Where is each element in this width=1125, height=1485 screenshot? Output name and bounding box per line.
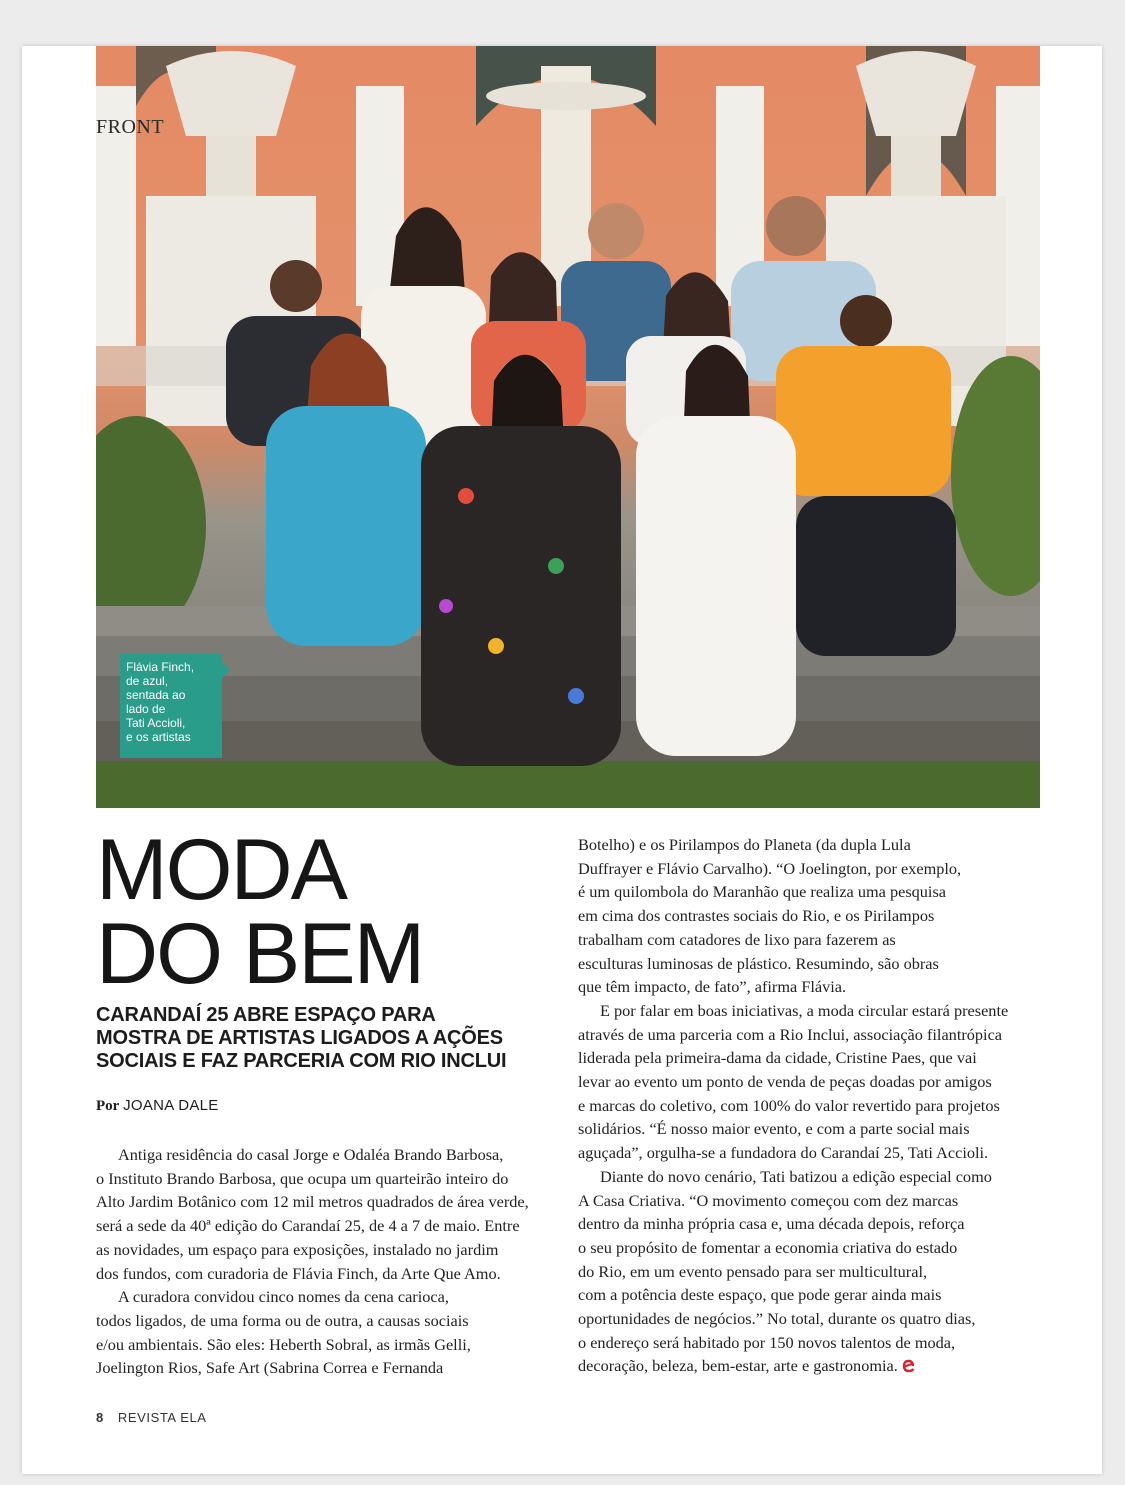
page-footer [96, 1410, 207, 1425]
photo-caption: Flávia Finch, de azul, sentada ao lado de Tati Accioli, e os artistas [120, 654, 222, 758]
page-number: 8 [96, 1410, 104, 1425]
section-label: FRONT [96, 116, 165, 138]
publication-name: REVISTA ELA [117, 1410, 207, 1425]
byline [96, 1097, 219, 1115]
headline: MODA DO BEM [96, 822, 424, 1002]
body-column-right: Botelho) e os Pirilampos do Planeta (da dupla Lula Duffrayer e Flávio Carvalho). “O Joelington, por exemplo, é um quilombola do Maranhão que realiza uma pesquisa em cima dos contrastes sociais do Rio, e os Pirilampos trabalham com catadores de lixo para fazerem as esculturas luminosas de plástico. Resumindo, são obras que têm impacto, de fato”, afirma Flávia. E por falar em boas iniciativas, a moda circular estará presente através de uma parceria com a Rio Inclui, associação filantrópica liderada pela primeira-dama da cidade, Cristine Paes, que vai levar ao evento um ponto de venda de peças doadas por amigos e marcas do coletivo, com 100% do valor revertido para projetos solidários. “É nosso maior evento, e com a parte social mais aguçada”, orgulha-se a fundadora do Carandaí 25, Tati Accioli. Diante do novo cenário, Tati batizou a edição especial como A Casa Criativa. “O movimento começou com dez marcas dentro da minha própria casa e, uma década depois, reforça o seu propósito de fomentar a economia criativa do estado do Rio, em um evento pensado para ser multicultural, com a potência deste espaço, que pode gerar ainda mais oportunidades de negócios.” No total, durante os quatro dias, o endereço será habitado por 150 novos talentos de moda, decoração, beleza, bem-estar, arte e gastronomia. [578, 835, 1009, 1376]
subhead: CARANDAÍ 25 ABRE ESPAÇO PARA MOSTRA DE ARTISTAS LIGADOS A AÇÕES SOCIAIS E FAZ PARCERIA COM RIO INCLUI [96, 1004, 507, 1072]
end-of-article-icon [902, 1359, 916, 1373]
magazine-page [22, 46, 1102, 1474]
body-column-left: Antiga residência do casal Jorge e Odaléa Brando Barbosa, o Instituto Brando Barbosa, que ocupa um quarteirão inteiro do Alto Jardim Botânico com 12 mil metros quadrados de área verde, será a sede da 40ª edição do Carandaí 25, de 4 a 7 de maio. Entre as novidades, um espaço para exposições, instalado no jardim dos fundos, com curadoria de Flávia Finch, da Arte Que Amo. A curadora convidou cinco nomes da cena carioca, todos ligados, de uma forma ou de outra, a causas sociais e/ou ambientais. São eles: Heberth Sobral, as irmãs Gelli, Joelington Rios, Safe Art (Sabrina Correa e Fernanda [96, 1145, 529, 1378]
photo-illustration [96, 46, 1040, 808]
byline-prefix: Por [96, 1098, 120, 1114]
group-photo [96, 46, 1040, 808]
byline-author: JOANA DALE [123, 1097, 219, 1114]
